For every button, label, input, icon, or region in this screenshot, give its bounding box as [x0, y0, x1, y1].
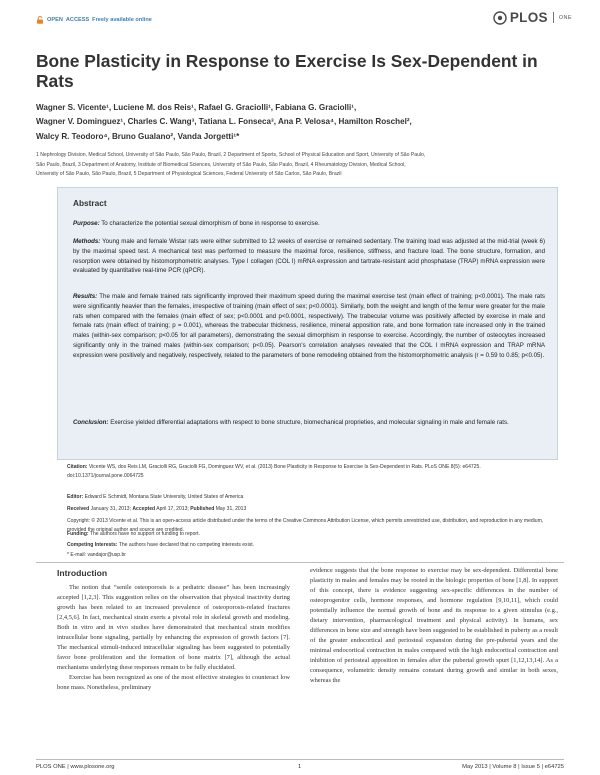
logo-divider	[553, 12, 554, 23]
methods-text: Young male and female Wistar rats were either submitted to 12 weeks of exercise or remained sedentary. The training load was adjusted at the mid-trial (week 6) by the maximal speed test. A mechanical test was performed to measure the maximal force, resilience, stiffness, and fracture load. The bone structure, formation, and resorption were obtained by histomorphometric analyses. Type I collagen (COL I) mRNA expression and tartrate-resistant acid phosphatase (TRAP) mRNA expression were evaluated by quantitative real-time PCR (qPCR).	[73, 238, 545, 275]
abstract-purpose	[73, 219, 545, 229]
author-line: Walcy R. Teodoro⁴, Bruno Gualano², Vanda Jorgetti¹*	[36, 131, 240, 141]
accepted-label: Accepted	[132, 506, 156, 512]
editor	[67, 493, 557, 502]
article-title: Bone Plasticity in Response to Exercise Is Sex-Dependent in Rats	[36, 51, 538, 91]
abstract-box	[57, 187, 558, 460]
citation	[67, 463, 557, 480]
funding-label: Funding:	[67, 531, 89, 537]
affiliation-line: 1 Nephrology Division, Medical School, University of São Paulo, São Paulo, Brazil, 2 Department of Sports, School of Physical Education and Sport, University of São Paulo,	[36, 152, 426, 158]
abstract-methods	[73, 237, 545, 276]
competing-label: Competing Interests:	[67, 542, 118, 548]
citation-text: Vicente WS, dos Reis LM, Graciolli RG, Graciolli FG, Dominguez WV, et al. (2013) Bone Plasticity in Response to Exercise Is Sex-Dependent in Rats. PLoS ONE 8(5): e64725. doi:10.1371/journal.pone.0064725	[67, 464, 481, 479]
copyright: Copyright: © 2013 Vicente et al. This is an open-access article distributed under the terms of the Creative Commons Attribution License, which permits unrestricted use, distribution, and reproduction in any medium, provided the original author and source are credited.	[67, 518, 544, 533]
section-divider	[36, 562, 564, 563]
citation-label: Citation:	[67, 464, 88, 470]
purpose-label: Purpose:	[73, 220, 100, 227]
footer-page-number: 1	[298, 764, 302, 770]
affiliations	[36, 151, 564, 180]
plos-logo-icon	[493, 11, 507, 25]
footer-journal[interactable]: PLOS ONE | www.plosone.org	[36, 764, 115, 770]
open-lock-icon	[36, 16, 44, 24]
published-date: May 31, 2013	[215, 506, 247, 512]
author-line: Wagner V. Dominguez¹, Charles C. Wang³, Tatiana L. Fonseca³, Ana P. Velosa⁴, Hamilton Roschel²,	[36, 117, 412, 127]
logo-one: ONE	[558, 14, 572, 21]
free-label: Freely available online	[92, 17, 152, 23]
plos-one-logo[interactable]	[493, 10, 572, 25]
methods-label: Methods:	[73, 238, 101, 245]
funding-text: The authors have no support or funding to report.	[89, 531, 200, 537]
access-label: ACCESS	[65, 17, 90, 23]
open-label: OPEN	[47, 17, 63, 23]
intro-right-column	[310, 566, 558, 686]
results-text: The male and female trained rats significantly improved their maximum speed during the maximal exercise test (main effect of training; p<0.0001). The male rats were significantly heavier than the females, irrespective of training (main effect of sex; p<0.0001). Similarly, both the weight and length of the femur were greater for the male rats when compared with the females (main effect of sex; p<0.0001 and p<0.0001, respectively). The trabecular volume was positively affected by exercise in male and female rats (main effect of training; p = 0.001), whereas the trabecular thickness, resilience, mineral apposition rate, and bone formation rate increased only in the trained males (within-sex comparison; p<0.05 for all parameters), demonstrating the sexual dimorphism in response to exercise. Accordingly, the number of osteocytes increased significantly only in the trained males (within-sex comparison; p<0.05). Pearson's correlation analyses revealed that the COL I mRNA expression and TRAP mRNA expression were positively and negatively, respectively, related to the parameters of bone remodeling obtained from the histomorphometric analysis (r = 0.59 to 0.85; p<0.05).	[73, 293, 545, 359]
conclusion-text: Exercise yielded differential adaptations with respect to bone structure, biomechanical proprieties, and molecular signaling in male and female rats.	[110, 419, 509, 426]
footer-divider	[36, 759, 564, 760]
email[interactable]: * E-mail: vandajor@usp.br	[67, 552, 126, 558]
journal-header	[36, 10, 572, 32]
published-label: Published	[190, 506, 215, 512]
editor-label: Editor:	[67, 494, 84, 500]
affiliation-line: São Paulo, Brazil, 3 Department of Anatomy, Institute of Biomedical Sciences, University of São Paulo, São Paulo, Brazil, 4 Rheumatology Division, Medical School,	[36, 161, 406, 168]
conclusion-label: Conclusion:	[73, 419, 109, 426]
results-label: Results:	[73, 293, 98, 300]
intro-paragraph: Exercise has been recognized as one of the most effective strategies to counteract low bone mass. Nonetheless, preliminary	[57, 674, 290, 691]
competing-interests	[67, 541, 557, 550]
editor-text: Edward E Schmidt, Montana State University, United States of America	[84, 494, 244, 500]
introduction-heading: Introduction	[57, 568, 108, 578]
received-date: January 31, 2013;	[90, 506, 131, 512]
intro-paragraph: evidence suggests that the bone response to exercise may be sex-dependent. Differential bone plasticity in males and females may be rooted in the biologic properties of bone [1,8]. In support of this concept, there is evidence suggesting sex-specific differences in the number of osteoprogenitor cells, hormone responses, and hormone regulation [9,10,11], which could potentially influence the normal growth of bone and its response to a given stimulus (e.g., dietary intervention, pharmacological treatment and physical activity). In humans, sex differences in bone size and strength have been suggested to be established in puberty as a result of the greater endocortical and periosteal expansion during the pre-pubertal years and the minimal endocortical contraction in males compared with the high endocortical contraction and inhibition of periosteal apposition in females after the pubertal growth spurt [1,12,13,14]. As a consequence, volumetric density remains constant during growth and similar in both sexes, whereas the	[310, 567, 558, 684]
dates	[67, 505, 557, 514]
abstract-heading: Abstract	[73, 198, 107, 208]
logo-text: PLOS	[509, 10, 548, 25]
received-label: Received	[67, 506, 90, 512]
open-access-badge[interactable]	[36, 16, 152, 24]
funding	[67, 530, 557, 539]
affiliation-line: University of São Paulo, São Paulo, Brazil, 5 Department of Physiological Sciences, Federal University of São Carlos, São Paulo, Brazil	[36, 171, 342, 178]
abstract-results	[73, 292, 545, 361]
footer-issue: May 2013 | Volume 8 | Issue 5 | e64725	[462, 764, 564, 770]
accepted-date: April 17, 2013;	[156, 506, 189, 512]
purpose-text: To characterize the potential sexual dimorphism of bone in response to exercise.	[101, 220, 320, 227]
intro-paragraph: The notion that “senile osteoporosis is a pediatric disease” has been increasingly accepted [1,2,3]. This suggestion relies on the observation that physical inactivity during growth has been related to an increased prevalence of osteoporosis-related fractures [2,4,5,6]. In fact, mechanical strain exerts a pivotal role in skeletal growth and modeling. Both in vitro and in vivo studies have demonstrated that mechanical strain modifies intracellular bone signaling, partially by enhancing the expression of growth factors [7]. The mechanical stimuli-induced intracellular signaling has been suggested to potentially favor bone proliferation and the formation of bone matrix [7], although the actual mechanisms underlying these responses remain to be fully elucidated.	[57, 584, 290, 671]
author-line: Wagner S. Vicente¹, Luciene M. dos Reis¹, Rafael G. Graciolli¹, Fabiana G. Graciolli¹,	[36, 103, 357, 112]
abstract-conclusion	[73, 418, 545, 428]
intro-left-column	[57, 583, 290, 693]
author-list	[36, 101, 564, 144]
competing-text: The authors have declared that no competing interests exist.	[118, 542, 255, 548]
